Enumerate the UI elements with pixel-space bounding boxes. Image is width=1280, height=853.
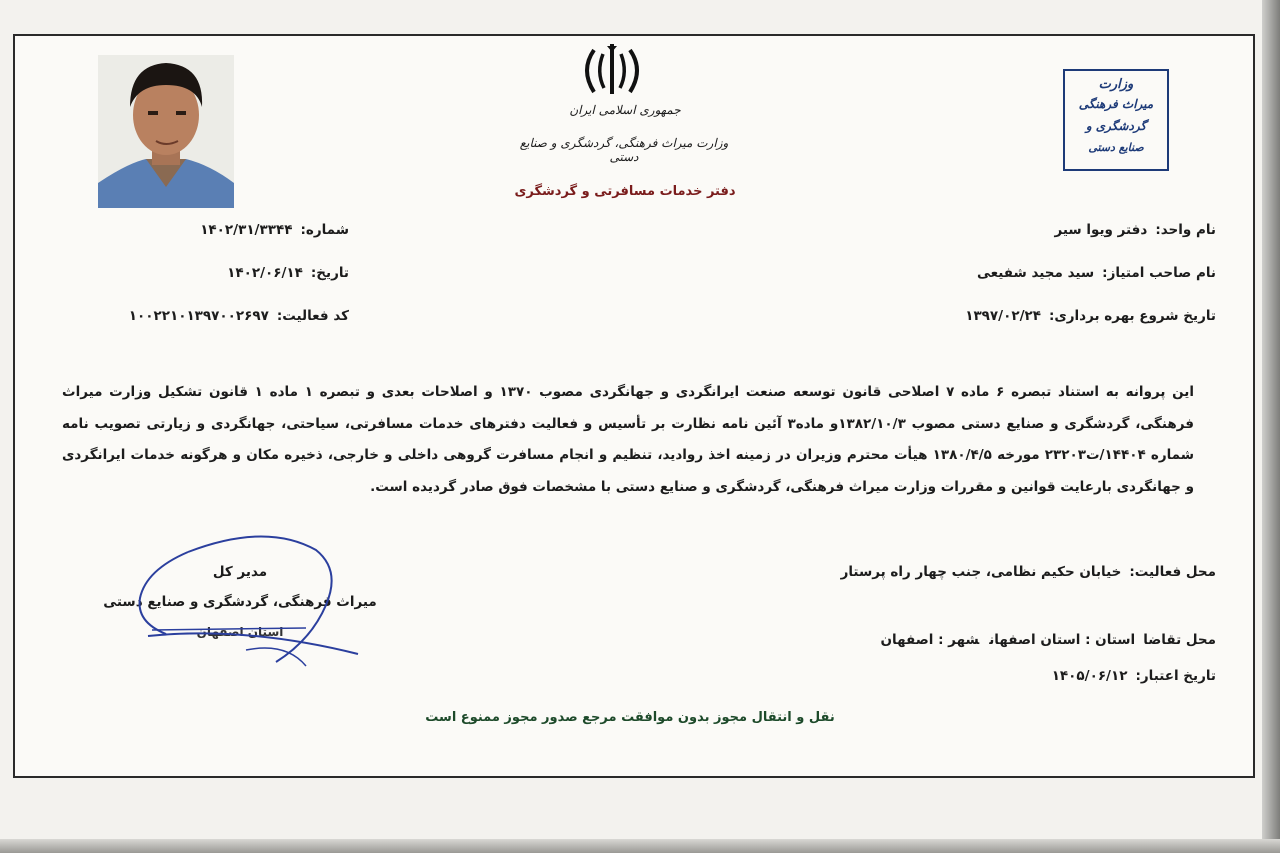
transfer-prohibition-note: نقل و انتقال مجوز بدون موافقت مرجع صدور مجوز ممنوع است bbox=[425, 710, 835, 725]
activity-address-value: خیابان حکیم نظامی، جنب چهار راه پرستار bbox=[840, 564, 1122, 580]
document-date-label: تاریخ: bbox=[310, 265, 349, 281]
request-city-value: شهر : اصفهان bbox=[880, 632, 980, 648]
office-title: دفتر خدمات مسافرتی و گردشگری bbox=[514, 184, 736, 199]
activity-code-label: کد فعالیت: bbox=[276, 308, 349, 324]
ministry-logo-line: گردشگری و bbox=[1085, 119, 1147, 133]
document-number-value: ۱۴۰۲/۳۱/۳۳۴۴ bbox=[200, 222, 293, 238]
unit-name-value: دفتر ویوا سیر bbox=[1054, 222, 1148, 238]
signatory-province: استان اصفهان bbox=[196, 625, 284, 639]
scan-edge-right bbox=[1262, 0, 1280, 853]
license-holder-field bbox=[977, 265, 1216, 281]
document-number-field bbox=[200, 222, 349, 238]
activity-code-field bbox=[129, 308, 349, 324]
document-number-label: شماره: bbox=[300, 222, 349, 238]
start-date-label: تاریخ شروع بهره برداری: bbox=[1048, 308, 1216, 324]
request-location-label: محل تقاضا bbox=[1143, 632, 1216, 648]
request-location-field bbox=[880, 632, 1216, 648]
validity-date-value: ۱۴۰۵/۰۶/۱۲ bbox=[1051, 668, 1128, 684]
ministry-logo-line: صنایع دستی bbox=[1088, 141, 1144, 154]
start-date-value: ۱۳۹۷/۰۲/۲۴ bbox=[965, 308, 1041, 324]
signatory-title: مدیر کل bbox=[212, 564, 268, 580]
iran-emblem-icon bbox=[574, 42, 650, 100]
request-province-value: استان : استان اصفهان bbox=[989, 632, 1136, 648]
ministry-logo-line: وزارت bbox=[1098, 77, 1134, 92]
unit-name-field bbox=[1055, 222, 1217, 238]
holder-photo bbox=[98, 55, 234, 208]
start-date-field bbox=[965, 308, 1216, 324]
license-holder-label: نام صاحب امتیاز: bbox=[1102, 265, 1216, 281]
validity-date-label: تاریخ اعتبار: bbox=[1135, 668, 1216, 684]
emblem-line-ministry: وزارت میراث فرهنگی، گردشگری و صنایع دستی bbox=[519, 136, 729, 164]
emblem-line-republic: جمهوری اسلامی ایران bbox=[569, 103, 681, 117]
scan-edge-bottom bbox=[0, 839, 1280, 853]
validity-date-field bbox=[1052, 668, 1216, 684]
license-body-text: این پروانه به استناد تبصره ۶ ماده ۷ اصلاحی قانون توسعه صنعت ایرانگردی و جهانگردی مصوب ۱۳۷۰ و اصلاحات بعدی و تبصره ۱ ماده ۱ قانون تشکیل وزارت میراث فرهنگی، گردشگری و صنایع دستی مصوب ۱۳۸۲/۱۰/۳و ماده۳ آئین نامه نظارت بر تأسیس و فعالیت دفترهای خدمات مسافرتی، سیاحتی، جهانگردی و زیارتی تصویب نامه شماره ۱۴۴۰۴/ت۲۳۲۰۳ مورخه ۱۳۸۰/۴/۵ هیأت محترم وزیران در زمینه اخذ روادید، تنظیم و انجام مسافرت گروهی داخلی و خارجی، ذخیره مکان و هرگونه خدمات ایرانگردی و جهانگردی بارعایت قوانین و مقررات وزارت میراث فرهنگی، گردشگری و صنایع دستی با مشخصات فوق صادر گردیده است. bbox=[62, 384, 1195, 495]
activity-address-field bbox=[841, 564, 1216, 580]
handwritten-signature bbox=[126, 530, 386, 690]
activity-address-label: محل فعالیت: bbox=[1129, 564, 1216, 580]
unit-name-label: نام واحد: bbox=[1155, 222, 1216, 238]
license-holder-value: سید مجید شفیعی bbox=[977, 265, 1095, 281]
ministry-logo bbox=[1063, 69, 1169, 171]
ministry-logo-line: میراث فرهنگی bbox=[1078, 97, 1154, 111]
signatory-organization: میراث فرهنگی، گردشگری و صنایع دستی bbox=[103, 594, 377, 610]
document-date-field bbox=[227, 265, 349, 281]
document-date-value: ۱۴۰۲/۰۶/۱۴ bbox=[227, 265, 303, 281]
activity-code-value: ۱۰۰۲۲۱۰۱۳۹۷۰۰۲۶۹۷ bbox=[128, 308, 269, 324]
